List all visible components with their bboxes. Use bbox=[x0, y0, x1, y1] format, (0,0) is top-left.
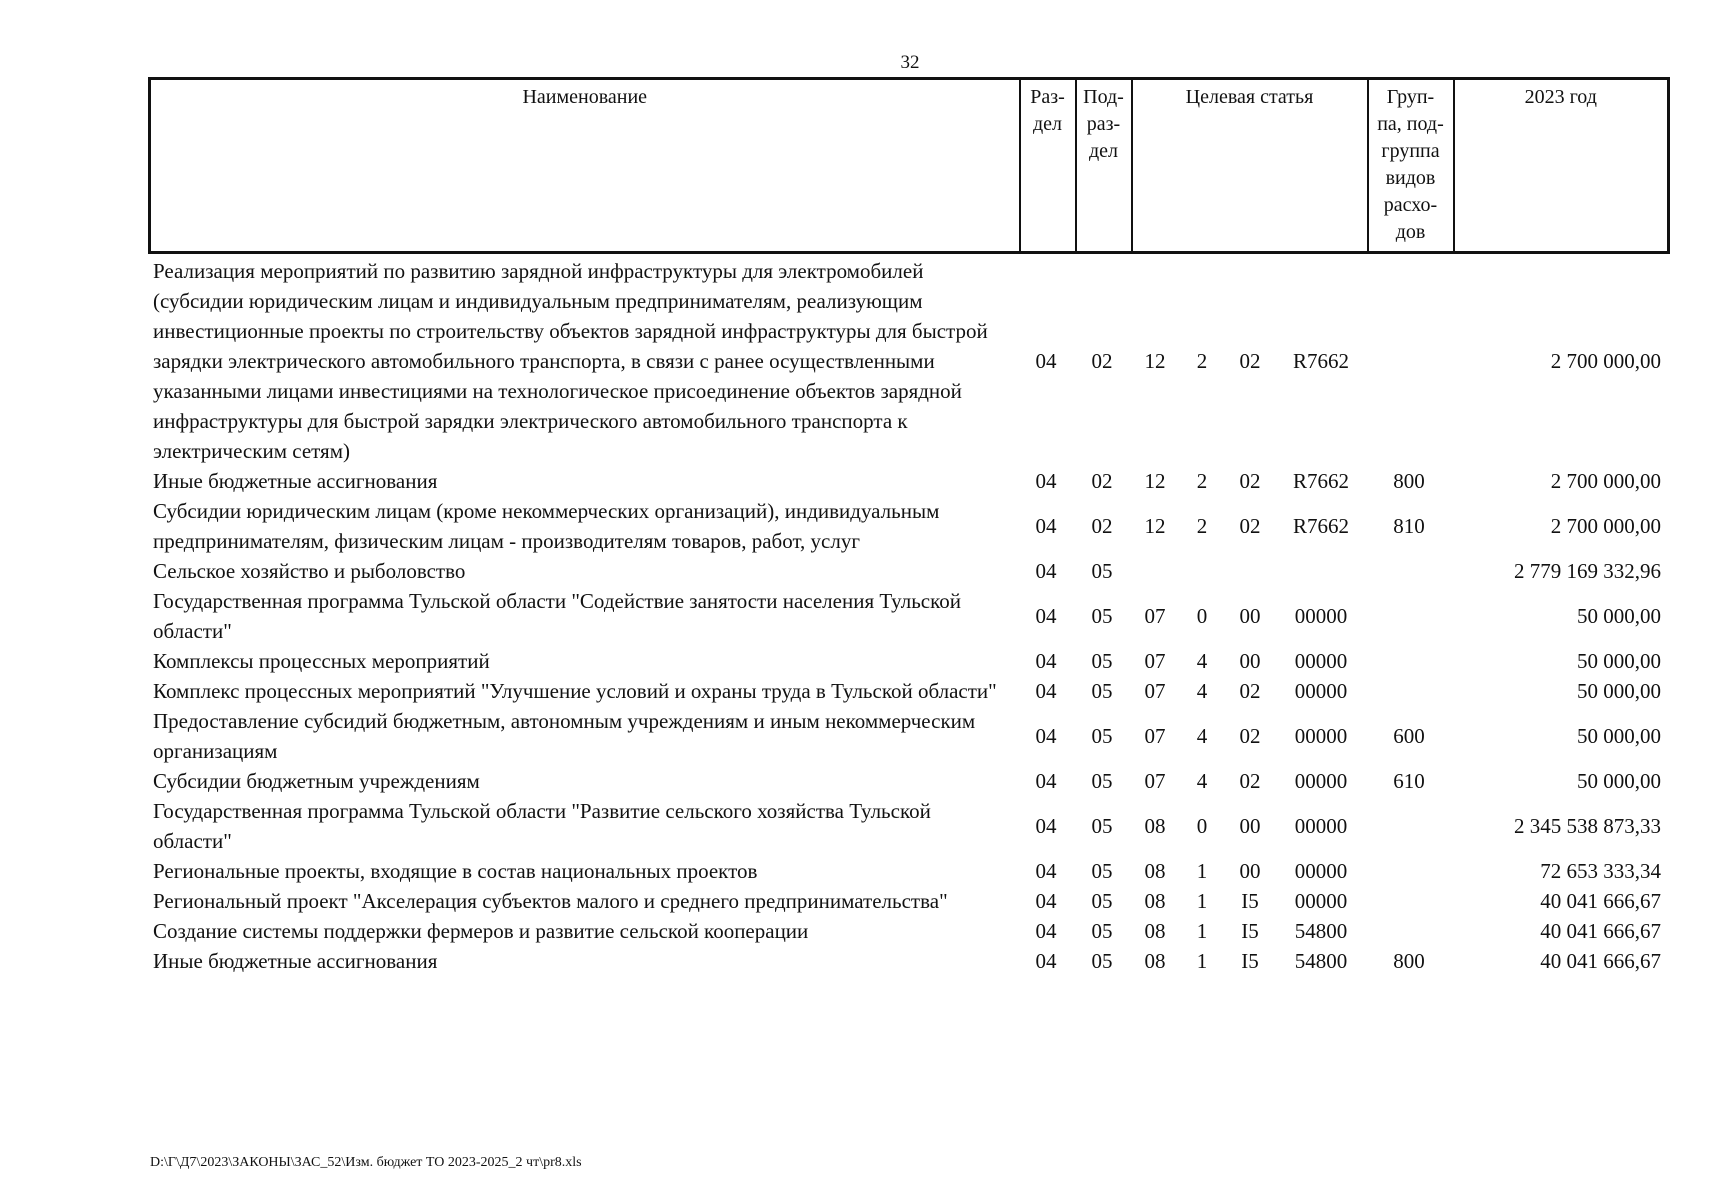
table-row bbox=[148, 646, 1667, 676]
row-amount: 50 000,00 bbox=[1577, 604, 1661, 628]
row-razdel: 04 bbox=[1035, 514, 1057, 538]
row-name: Предоставление субсидий бюджетным, автономным учреждениям и иным некоммерческим организациям bbox=[153, 709, 976, 763]
row-target-code bbox=[1276, 556, 1366, 586]
header-group: Груп- па, под- группа видов расхо- дов bbox=[1368, 79, 1454, 253]
row-target-subprogram: 4 bbox=[1196, 724, 1208, 748]
row-amount: 50 000,00 bbox=[1577, 649, 1661, 673]
row-group: 810 bbox=[1393, 514, 1425, 538]
row-podrazdel: 05 bbox=[1091, 649, 1113, 673]
table-row bbox=[148, 676, 1667, 706]
row-target-code: 54800 bbox=[1294, 949, 1348, 973]
table-row bbox=[148, 766, 1667, 796]
header-name: Наименование bbox=[150, 79, 1020, 253]
row-razdel: 04 bbox=[1035, 559, 1057, 583]
row-target-code: 00000 bbox=[1294, 889, 1348, 913]
row-amount: 50 000,00 bbox=[1577, 679, 1661, 703]
row-name: Иные бюджетные ассигнования bbox=[153, 949, 438, 973]
row-target-program: 08 bbox=[1144, 859, 1166, 883]
row-amount: 50 000,00 bbox=[1577, 724, 1661, 748]
budget-table bbox=[148, 256, 1667, 976]
row-target-code: R7662 bbox=[1292, 349, 1349, 373]
row-podrazdel: 05 bbox=[1091, 679, 1113, 703]
row-target-event: 02 bbox=[1239, 769, 1261, 793]
row-target-program: 08 bbox=[1144, 889, 1166, 913]
row-target-code: 54800 bbox=[1294, 919, 1348, 943]
row-target-subprogram bbox=[1180, 556, 1224, 586]
row-razdel: 04 bbox=[1035, 949, 1057, 973]
row-target-event bbox=[1224, 556, 1276, 586]
row-name: Субсидии юридическим лицам (кроме некоммерческих организаций), индивидуальным предпринимателям, физическим лицам - производителям товаров, работ, услуг bbox=[153, 499, 940, 553]
row-razdel: 04 bbox=[1035, 814, 1057, 838]
row-group bbox=[1366, 646, 1452, 676]
row-group: 610 bbox=[1393, 769, 1425, 793]
row-group bbox=[1366, 796, 1452, 856]
row-target-event: I5 bbox=[1241, 919, 1259, 943]
row-target-subprogram: 2 bbox=[1196, 469, 1208, 493]
table-row bbox=[148, 496, 1667, 556]
row-group bbox=[1366, 556, 1452, 586]
row-target-program: 07 bbox=[1144, 769, 1166, 793]
row-target-event: I5 bbox=[1241, 949, 1259, 973]
row-podrazdel: 05 bbox=[1091, 604, 1113, 628]
row-razdel: 04 bbox=[1035, 649, 1057, 673]
row-amount: 50 000,00 bbox=[1577, 769, 1661, 793]
row-target-program: 08 bbox=[1144, 919, 1166, 943]
row-group: 800 bbox=[1393, 469, 1425, 493]
header-target: Целевая статья bbox=[1132, 79, 1368, 253]
table-header bbox=[148, 77, 1670, 254]
row-name: Реализация мероприятий по развитию зарядной инфраструктуры для электромобилей (субсидии юридическим лицам и индивидуальным предпринимателям, реализующим инвестиционные проекты по строительству объектов зарядной инфраструктуры для быстрой зарядки электрического автомобильного транспорта, в связи с ранее осуществленными указанными лицами инвестициями на технологическое присоединение объектов зарядной инфраструктуры для быстрой зарядки электрического автомобильного транспорта к электрическим сетям) bbox=[153, 259, 988, 463]
row-target-code: 00000 bbox=[1294, 724, 1348, 748]
row-target-event: 02 bbox=[1239, 349, 1261, 373]
row-target-program: 08 bbox=[1144, 814, 1166, 838]
row-razdel: 04 bbox=[1035, 679, 1057, 703]
row-podrazdel: 02 bbox=[1091, 514, 1113, 538]
row-amount: 2 700 000,00 bbox=[1550, 514, 1661, 538]
row-target-code: 00000 bbox=[1294, 649, 1348, 673]
row-name: Сельское хозяйство и рыболовство bbox=[153, 559, 466, 583]
row-group bbox=[1366, 586, 1452, 646]
row-podrazdel: 02 bbox=[1091, 349, 1113, 373]
header-razdel: Раз- дел bbox=[1020, 79, 1076, 253]
row-target-event: 02 bbox=[1239, 469, 1261, 493]
row-target-subprogram: 0 bbox=[1196, 814, 1208, 838]
row-target-program: 07 bbox=[1144, 724, 1166, 748]
row-razdel: 04 bbox=[1035, 859, 1057, 883]
table-row bbox=[148, 796, 1667, 856]
row-podrazdel: 05 bbox=[1091, 724, 1113, 748]
row-amount: 40 041 666,67 bbox=[1540, 919, 1661, 943]
row-target-code: R7662 bbox=[1292, 469, 1349, 493]
table-row bbox=[148, 586, 1667, 646]
row-target-subprogram: 2 bbox=[1196, 349, 1208, 373]
row-razdel: 04 bbox=[1035, 919, 1057, 943]
row-target-event: 00 bbox=[1239, 649, 1261, 673]
row-target-code: 00000 bbox=[1294, 769, 1348, 793]
row-target-program: 12 bbox=[1144, 349, 1166, 373]
row-razdel: 04 bbox=[1035, 769, 1057, 793]
table-row bbox=[148, 856, 1667, 886]
row-target-event: 02 bbox=[1239, 724, 1261, 748]
row-target-subprogram: 2 bbox=[1196, 514, 1208, 538]
table-row bbox=[148, 886, 1667, 916]
row-amount: 2 700 000,00 bbox=[1550, 469, 1661, 493]
row-name: Иные бюджетные ассигнования bbox=[153, 469, 438, 493]
row-target-subprogram: 1 bbox=[1196, 859, 1208, 883]
row-target-program bbox=[1130, 556, 1180, 586]
row-target-code: 00000 bbox=[1294, 604, 1348, 628]
row-podrazdel: 05 bbox=[1091, 559, 1113, 583]
table-row bbox=[148, 556, 1667, 586]
row-podrazdel: 05 bbox=[1091, 949, 1113, 973]
row-group bbox=[1366, 886, 1452, 916]
row-target-subprogram: 1 bbox=[1196, 919, 1208, 943]
row-name: Комплексы процессных мероприятий bbox=[153, 649, 490, 673]
row-target-program: 08 bbox=[1144, 949, 1166, 973]
row-target-program: 12 bbox=[1144, 514, 1166, 538]
row-target-program: 07 bbox=[1144, 604, 1166, 628]
row-amount: 2 779 169 332,96 bbox=[1514, 559, 1661, 583]
row-amount: 2 345 538 873,33 bbox=[1514, 814, 1661, 838]
file-path: D:\Г\Д7\2023\ЗАКОНЫ\ЗАС_52\Изм. бюджет ТО 2023-2025_2 чт\pr8.xls bbox=[150, 1155, 582, 1170]
row-target-subprogram: 1 bbox=[1196, 889, 1208, 913]
table-row bbox=[148, 946, 1667, 976]
row-podrazdel: 05 bbox=[1091, 769, 1113, 793]
row-target-program: 07 bbox=[1144, 679, 1166, 703]
row-target-program: 12 bbox=[1144, 469, 1166, 493]
row-amount: 72 653 333,34 bbox=[1540, 859, 1661, 883]
table-row bbox=[148, 706, 1667, 766]
row-razdel: 04 bbox=[1035, 349, 1057, 373]
row-razdel: 04 bbox=[1035, 889, 1057, 913]
row-target-event: 02 bbox=[1239, 514, 1261, 538]
row-target-event: 00 bbox=[1239, 859, 1261, 883]
row-target-program: 07 bbox=[1144, 649, 1166, 673]
row-amount: 40 041 666,67 bbox=[1540, 889, 1661, 913]
row-razdel: 04 bbox=[1035, 469, 1057, 493]
page-number: 32 bbox=[900, 52, 920, 73]
row-target-event: 00 bbox=[1239, 604, 1261, 628]
row-razdel: 04 bbox=[1035, 724, 1057, 748]
row-target-subprogram: 4 bbox=[1196, 649, 1208, 673]
row-target-event: 02 bbox=[1239, 679, 1261, 703]
row-target-subprogram: 0 bbox=[1196, 604, 1208, 628]
row-group bbox=[1366, 856, 1452, 886]
row-group: 600 bbox=[1393, 724, 1425, 748]
row-target-event: 00 bbox=[1239, 814, 1261, 838]
row-name: Региональный проект "Акселерация субъектов малого и среднего предпринимательства" bbox=[153, 889, 948, 913]
table-row bbox=[148, 916, 1667, 946]
row-group: 800 bbox=[1393, 949, 1425, 973]
row-target-code: R7662 bbox=[1292, 514, 1349, 538]
row-target-subprogram: 4 bbox=[1196, 769, 1208, 793]
row-target-code: 00000 bbox=[1294, 859, 1348, 883]
row-name: Комплекс процессных мероприятий "Улучшение условий и охраны труда в Тульской области" bbox=[153, 679, 997, 703]
row-amount: 2 700 000,00 bbox=[1550, 349, 1661, 373]
table-row bbox=[148, 256, 1667, 466]
row-podrazdel: 05 bbox=[1091, 814, 1113, 838]
row-amount: 40 041 666,67 bbox=[1540, 949, 1661, 973]
row-name: Региональные проекты, входящие в состав национальных проектов bbox=[153, 859, 758, 883]
row-target-subprogram: 4 bbox=[1196, 679, 1208, 703]
header-year: 2023 год bbox=[1454, 79, 1669, 253]
row-target-code: 00000 bbox=[1294, 814, 1348, 838]
row-name: Государственная программа Тульской области "Развитие сельского хозяйства Тульской области" bbox=[153, 799, 931, 853]
row-group bbox=[1366, 916, 1452, 946]
row-group bbox=[1366, 676, 1452, 706]
table-row bbox=[148, 466, 1667, 496]
row-target-code: 00000 bbox=[1294, 679, 1348, 703]
header-podrazdel: Под- раз- дел bbox=[1076, 79, 1132, 253]
row-name: Создание системы поддержки фермеров и развитие сельской кооперации bbox=[153, 919, 809, 943]
row-name: Субсидии бюджетным учреждениям bbox=[153, 769, 480, 793]
row-podrazdel: 05 bbox=[1091, 919, 1113, 943]
row-razdel: 04 bbox=[1035, 604, 1057, 628]
row-podrazdel: 05 bbox=[1091, 889, 1113, 913]
row-target-subprogram: 1 bbox=[1196, 949, 1208, 973]
row-group bbox=[1366, 256, 1452, 466]
row-podrazdel: 05 bbox=[1091, 859, 1113, 883]
row-target-event: I5 bbox=[1241, 889, 1259, 913]
row-name: Государственная программа Тульской области "Содействие занятости населения Тульской области" bbox=[153, 589, 961, 643]
row-podrazdel: 02 bbox=[1091, 469, 1113, 493]
